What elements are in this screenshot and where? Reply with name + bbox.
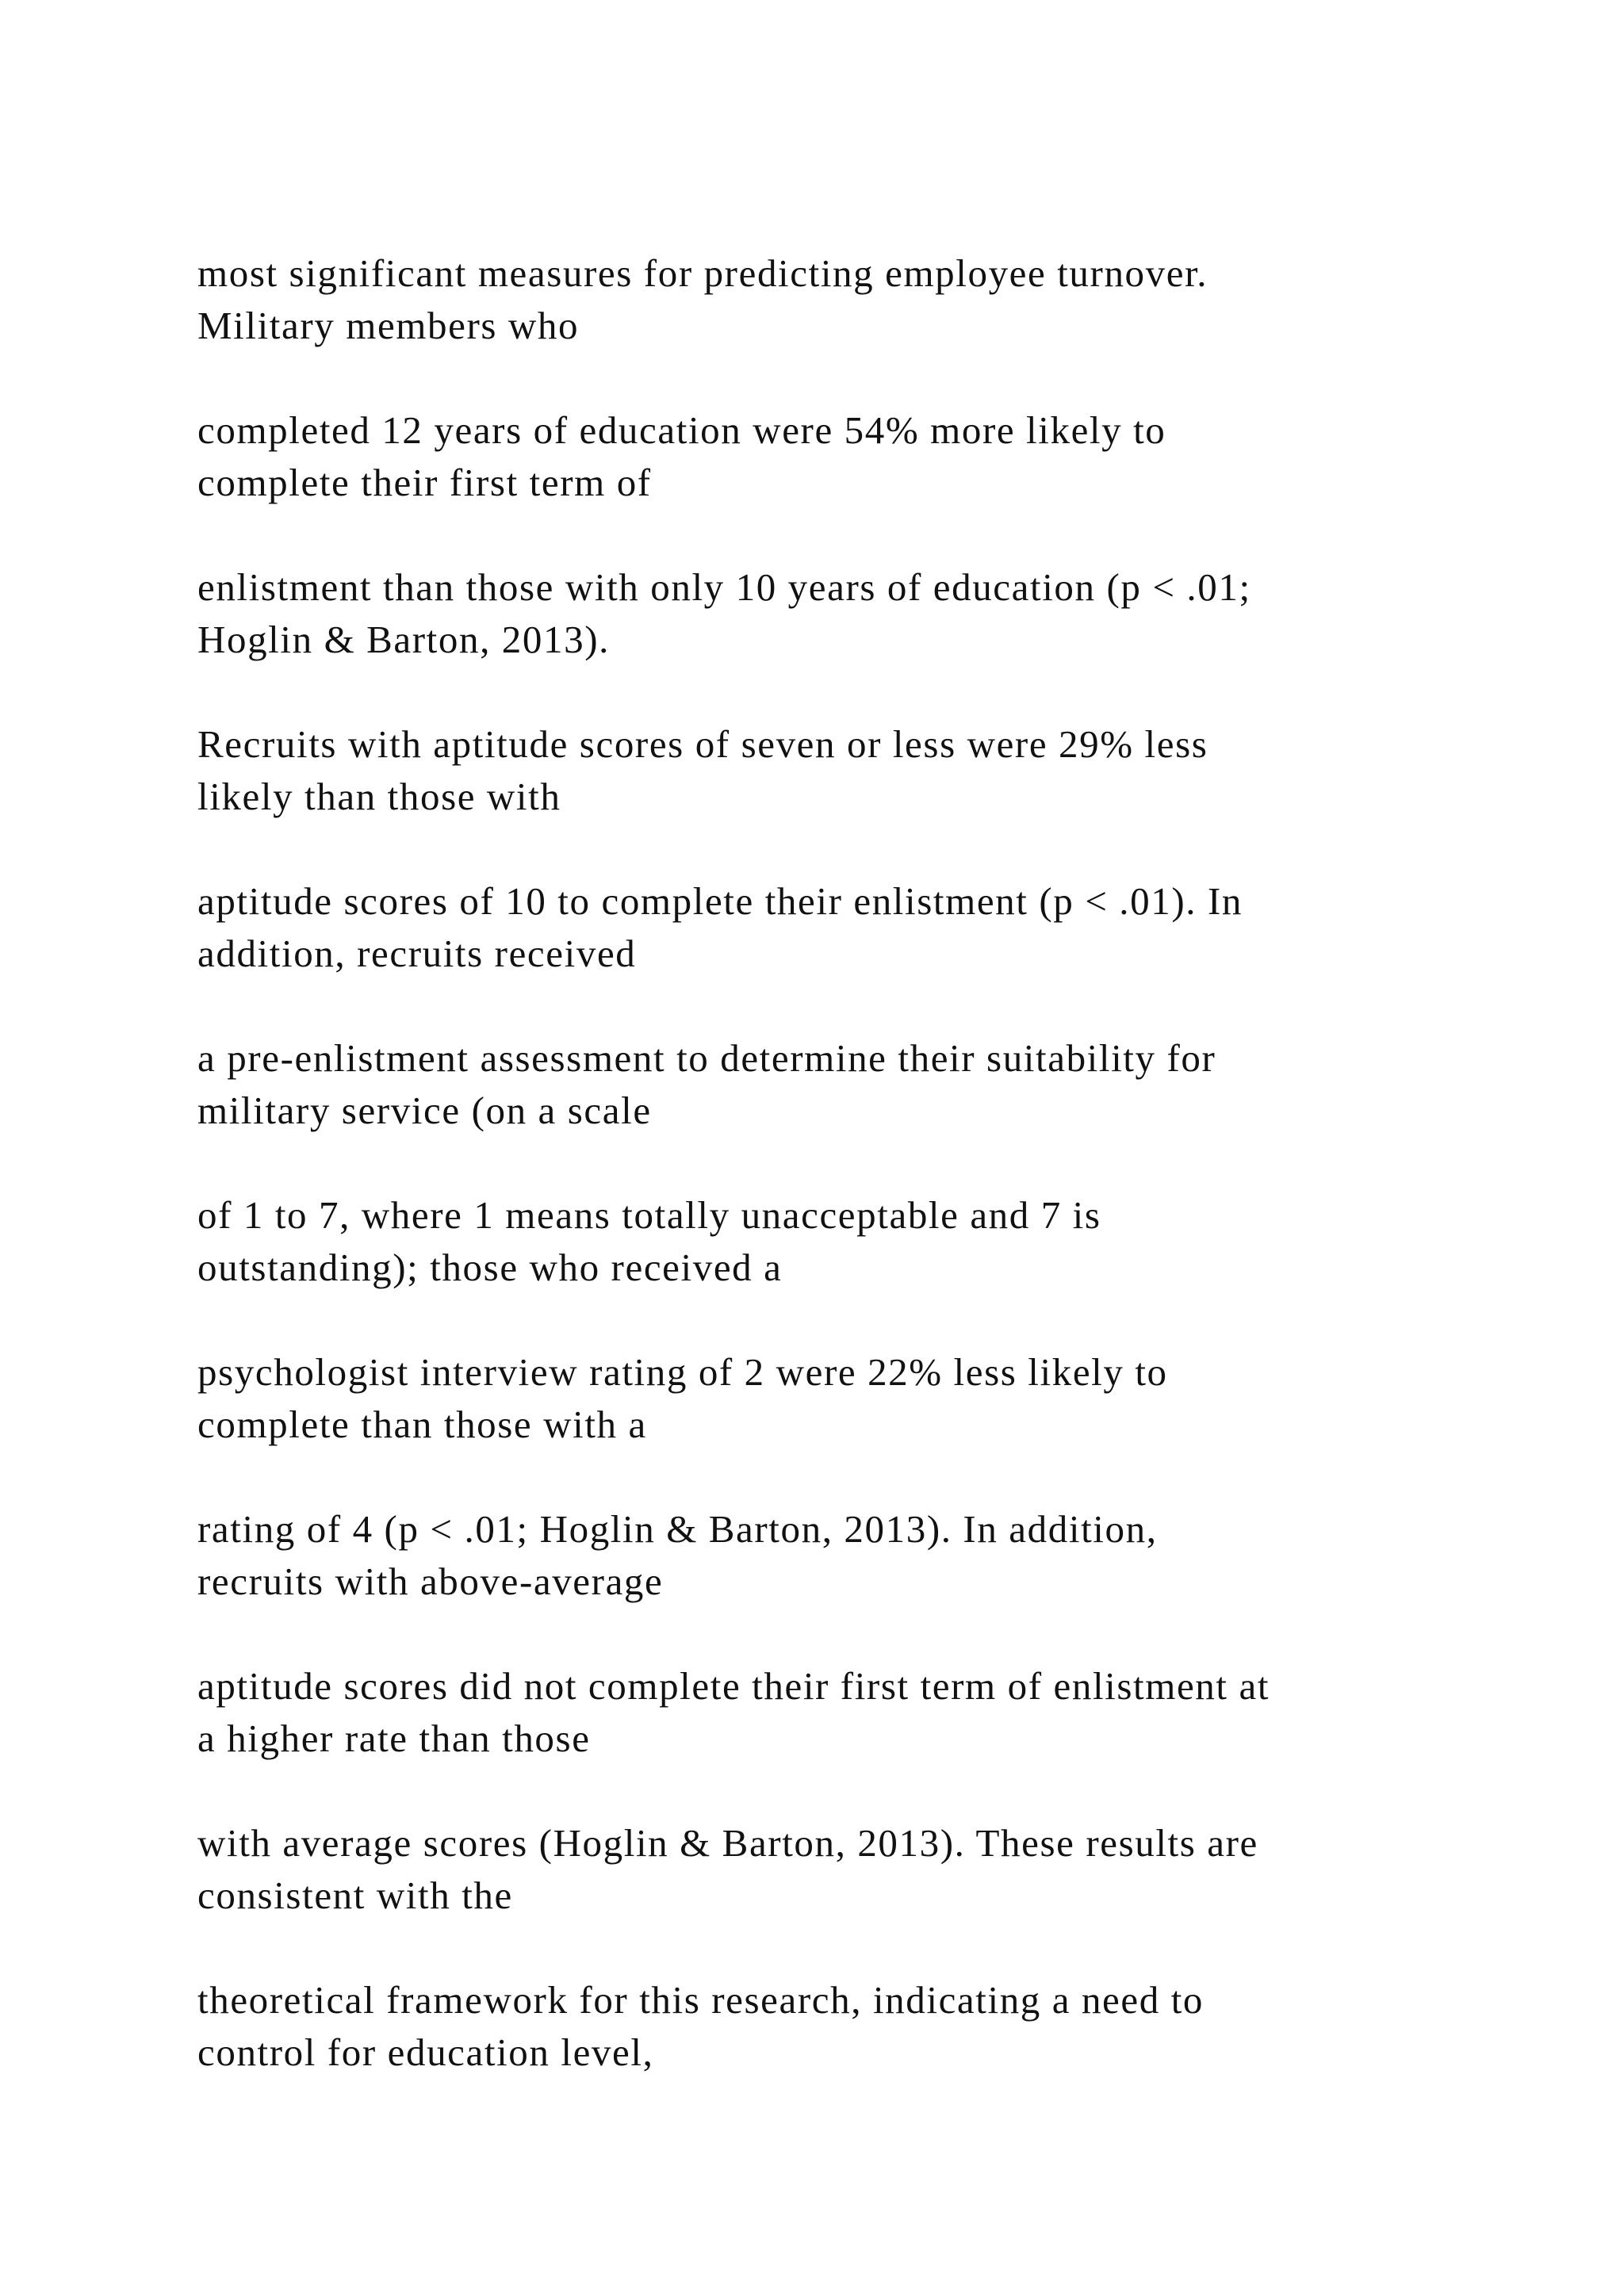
- text-line: rating of 4 (p < .01; Hoglin & Barton, 2013). In addition,: [197, 1507, 1158, 1551]
- text-line: a higher rate than those: [197, 1716, 591, 1760]
- text-line: aptitude scores did not complete their first term of enlistment at: [197, 1664, 1270, 1708]
- text-line: enlistment than those with only 10 years of education (p < .01;: [197, 565, 1251, 609]
- text-line: consistent with the: [197, 1873, 513, 1917]
- paragraph: [197, 1346, 1506, 1451]
- text-line: recruits with above-average: [197, 1559, 664, 1603]
- paragraph: [197, 404, 1506, 509]
- text-line: a pre-enlistment assessment to determine their suitability for: [197, 1036, 1216, 1080]
- paragraph: [197, 1974, 1506, 2079]
- paragraph: [197, 875, 1506, 980]
- text-line: most significant measures for predicting employee turnover.: [197, 251, 1208, 295]
- text-line: psychologist interview rating of 2 were 22% less likely to: [197, 1350, 1168, 1394]
- text-line: outstanding); those who received a: [197, 1246, 783, 1289]
- text-line: Recruits with aptitude scores of seven or less were 29% less: [197, 722, 1208, 766]
- paragraph: [197, 1503, 1506, 1608]
- text-line: control for education level,: [197, 2030, 654, 2074]
- text-line: with average scores (Hoglin & Barton, 2013). These results are: [197, 1821, 1258, 1865]
- paragraph: [197, 1032, 1506, 1137]
- document-body: [197, 247, 1506, 2131]
- text-line: of 1 to 7, where 1 means totally unacceptable and 7 is: [197, 1193, 1101, 1237]
- text-line: Hoglin & Barton, 2013).: [197, 618, 610, 661]
- paragraph: [197, 561, 1506, 666]
- paragraph: [197, 1817, 1506, 1922]
- text-line: military service (on a scale: [197, 1089, 652, 1132]
- text-line: completed 12 years of education were 54% more likely to: [197, 408, 1166, 452]
- text-line: aptitude scores of 10 to complete their enlistment (p < .01). In: [197, 879, 1243, 923]
- text-line: addition, recruits received: [197, 932, 637, 975]
- text-line: likely than those with: [197, 775, 561, 818]
- text-line: Military members who: [197, 304, 580, 347]
- paragraph: [197, 718, 1506, 823]
- paragraph: [197, 1189, 1506, 1294]
- paragraph: [197, 247, 1506, 352]
- text-line: complete their first term of: [197, 461, 652, 504]
- text-line: theoretical framework for this research, indicating a need to: [197, 1978, 1205, 2022]
- text-line: complete than those with a: [197, 1402, 647, 1446]
- paragraph: [197, 1660, 1506, 1765]
